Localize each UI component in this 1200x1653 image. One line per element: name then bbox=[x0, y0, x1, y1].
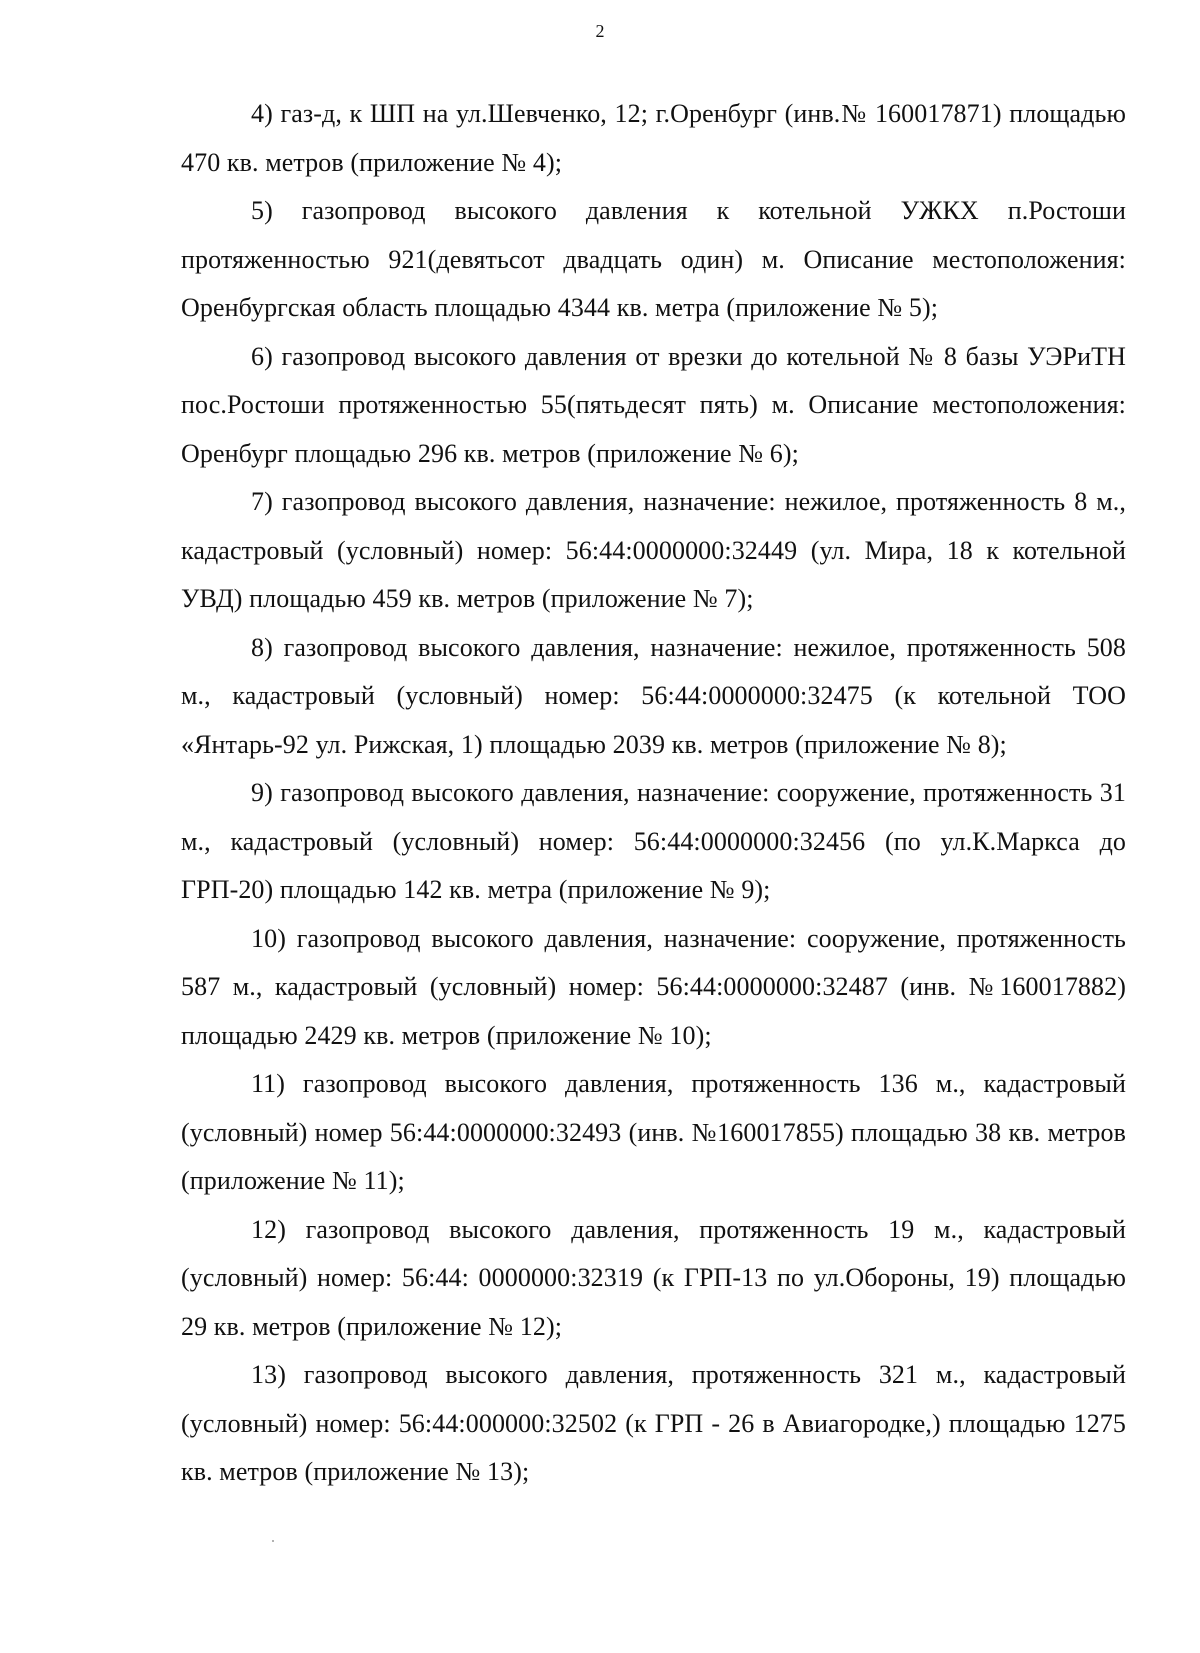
list-item: 8) газопровод высокого давления, назначение: нежилое, протяженность 508 м., кадастровый (условный) номер: 56:44:0000000:32475 (к котельной ТОО «Янтарь-92 ул. Рижская, 1) площадью 2039 кв. метров (приложение № 8); bbox=[181, 632, 1126, 759]
list-item: 4) газ-д, к ШП на ул.Шевченко, 12; г.Оренбург (инв.№ 160017871) площадью 470 кв. метров (приложение № 4); bbox=[181, 99, 1126, 177]
page-number: 2 bbox=[595, 21, 605, 41]
document-body bbox=[181, 90, 1126, 1497]
list-item: 13) газопровод высокого давления, протяженность 321 м., кадастровый (условный) номер: 56:44:000000:32502 (к ГРП - 26 в Авиагородке,) площадью 1275 кв. метров (приложение № 13); bbox=[181, 1360, 1126, 1486]
list-item: 9) газопровод высокого давления, назначение: сооружение, протяженность 31 м., кадастровый (условный) номер: 56:44:0000000:32456 (по ул.К.Маркса до ГРП-20) площадью 142 кв. метра (приложение № 9); bbox=[181, 778, 1126, 904]
list-item: 7) газопровод высокого давления, назначение: нежилое, протяженность 8 м., кадастровый (условный) номер: 56:44:0000000:32449 (ул. Мира, 18 к котельной УВД) площадью 459 кв. метров (приложение № 7); bbox=[181, 487, 1126, 613]
list-item: 10) газопровод высокого давления, назначение: сооружение, протяженность 587 м., кадастровый (условный) номер: 56:44:0000000:32487 (инв. №160017882) площадью 2429 кв. метров (приложение № 10); bbox=[181, 923, 1126, 1050]
list-item: 11) газопровод высокого давления, протяженность 136 м., кадастровый (условный) номер 56:44:0000000:32493 (инв. №160017855) площадью 38 кв. метров (приложение № 11); bbox=[181, 1069, 1126, 1195]
list-item: 5) газопровод высокого давления к котельной УЖКХ п.Ростоши протяженностью 921(девятьсот двадцать один) м. Описание местоположения: Оренбургская область площадью 4344 кв. метра (приложение № 5); bbox=[181, 196, 1126, 322]
scan-speck bbox=[272, 1540, 274, 1542]
list-item: 6) газопровод высокого давления от врезки до котельной № 8 базы УЭРиТН пос.Ростоши протяженностью 55(пятьдесят пять) м. Описание местоположения: Оренбург площадью 296 кв. метров (приложение № 6); bbox=[181, 341, 1126, 468]
list-item: 12) газопровод высокого давления, протяженность 19 м., кадастровый (условный) номер: 56:44: 0000000:32319 (к ГРП-13 по ул.Обороны, 19) площадью 29 кв. метров (приложение № 12); bbox=[181, 1214, 1126, 1341]
